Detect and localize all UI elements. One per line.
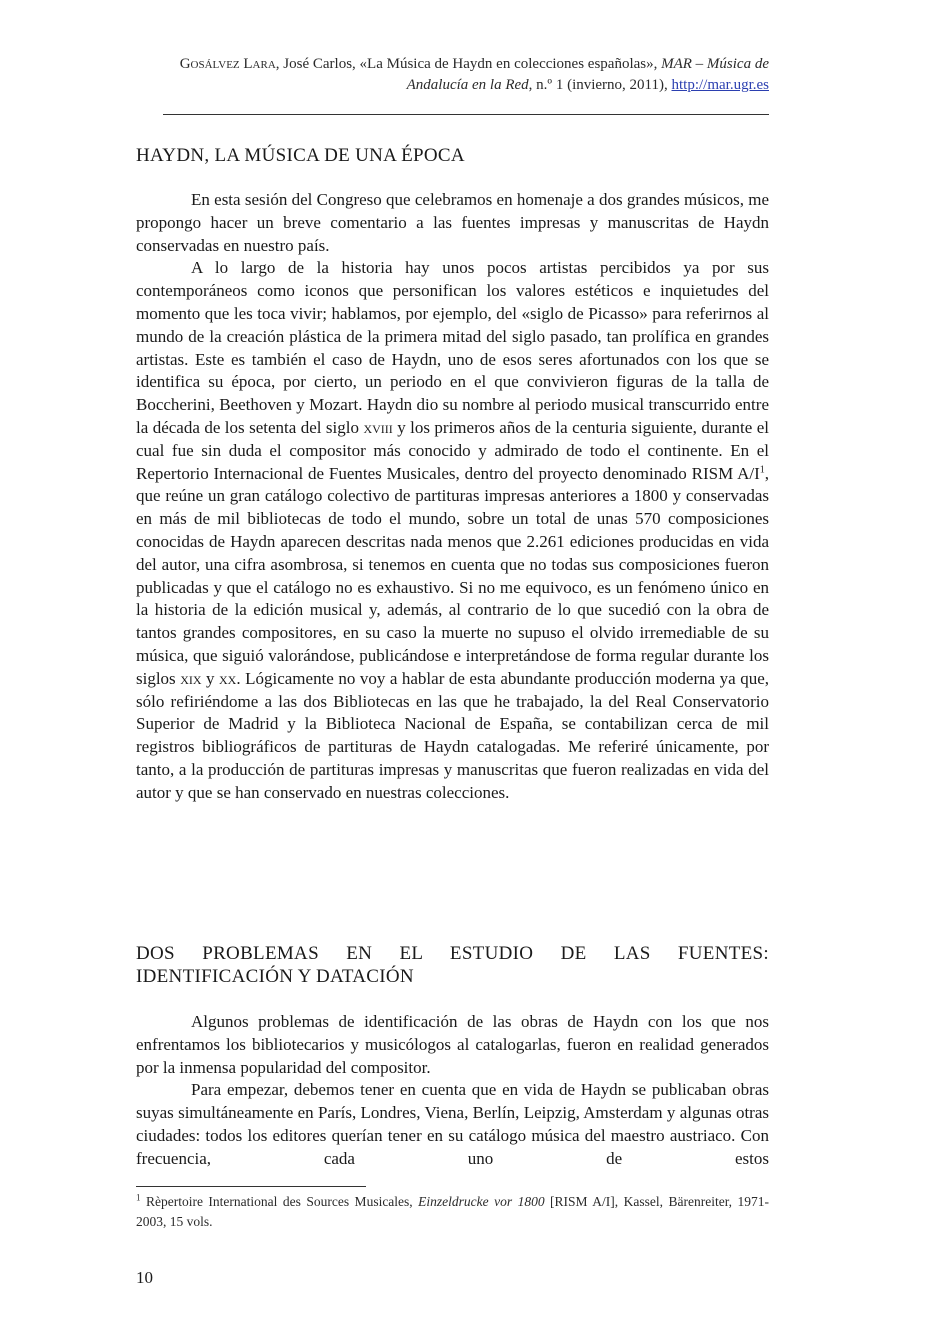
header-url-link[interactable]: http://mar.ugr.es bbox=[671, 77, 769, 93]
header-author-name: , José Carlos, « bbox=[275, 56, 368, 72]
section-heading-2: DOS PROBLEMAS EN EL ESTUDIO DE LAS FUENTES: IDENTIFICACIÓN Y DATACIÓN bbox=[136, 943, 769, 987]
paragraph-4: Para empezar, debemos tener en cuenta que en vida de Haydn se publicaban obras suyas simultáneamente en París, Londres, Viena, Berlín, Leipzig, Amsterdam y algunas otras ciudades: todos los editores querían tener en su catálogo música del maestro austriaco. Con frecuencia, cada uno de estos bbox=[136, 1080, 769, 1168]
century-xix: xix bbox=[180, 668, 202, 688]
header-article-title: La Música de Haydn en colecciones españolas bbox=[367, 56, 647, 72]
footnote-title: Einzeldrucke vor 1800 bbox=[418, 1194, 545, 1209]
paragraph-2-part-a: A lo largo de la historia hay unos pocos artistas percibidos ya por sus contemporáneos como iconos que personifican los valores estéticos e inquietudes del momento que les toca vivir; hablamos, por ejemplo, del «siglo de Picasso» para referirnos al mundo de la creación plástica de la primera mitad del siglo pasado, tan prolífica en grandes artistas. Este es también el caso de Haydn, uno de esos seres afortunados con los que se identifica su época, por cierto, un periodo en el que convivieron figuras de la talla de Boccherini, Beethoven y Mozart. Haydn dio su nombre al periodo musical transcurrido entre la década de los setenta del siglo bbox=[136, 258, 769, 437]
page-number: 10 bbox=[136, 1268, 153, 1287]
footnote-mark: 1 bbox=[136, 1192, 141, 1203]
paragraph-2-part-c: , que reúne un gran catálogo colectivo de partituras impresas anteriores a 1800 y conservadas en más de mil bibliotecas de todo el mundo, sobre un total de unas 570 composiciones conocidas de Haydn aparecen descritas nada menos que 2.261 ediciones producidas en vida del autor, una cifra asombrosa, si tenemos en cuenta que no todas sus composiciones fueron publicadas y que el catálogo no es exhaustivo. Si no me equivoco, es un fenómeno único en la historia de la edición musical y, además, al contrario de lo que sucedió con la obra de tantos grandes compositores, en su caso la muerte no supuso el olvido irremediable de su música, que siguió valorándose, publicándose e interpretándose de forma regular durante los siglos bbox=[136, 463, 769, 688]
footnote bbox=[136, 1192, 769, 1232]
section-1-body bbox=[136, 189, 769, 805]
section-heading-1: HAYDN, LA MÚSICA DE UNA ÉPOCA bbox=[136, 145, 465, 166]
header-author-surname: Gosálvez Lara bbox=[179, 56, 276, 72]
header-rule bbox=[163, 114, 769, 115]
footnote-text-b: [RISM A/I], Kassel, Bärenreiter, 1971-2003, 15 vols. bbox=[136, 1194, 769, 1229]
paragraph-3: Algunos problemas de identificación de las obras de Haydn con los que nos enfrentamos los bibliotecarios y musicólogos al catalogarlas, fueron en realidad generados por la inmensa popularidad del compositor. bbox=[136, 1012, 769, 1077]
paragraph-2-part-b: y los primeros años de la centuria siguiente, durante el cual fue sin duda el compositor más conocido y admirado de todo el continente. En el Repertorio Internacional de Fuentes Musicales, dentro del proyecto denominado RISM A/I bbox=[136, 417, 769, 483]
footnote-rule bbox=[136, 1186, 366, 1187]
paragraph-1: En esta sesión del Congreso que celebramos en homenaje a dos grandes músicos, me propongo hacer un breve comentario a las fuentes impresas y manuscritas de Haydn conservadas en nuestro país. bbox=[136, 190, 769, 255]
header-issue: , n.º 1 (invierno, 2011), bbox=[528, 77, 672, 93]
header-journal: MAR – Música de Andalucía en la Red bbox=[406, 56, 769, 93]
running-header bbox=[136, 54, 769, 96]
footnote-text-a: Rèpertoire International des Sources Musicales, bbox=[140, 1194, 419, 1209]
paragraph-2 bbox=[136, 257, 769, 804]
footnote-reference[interactable]: 1 bbox=[759, 463, 765, 475]
century-xx: xx bbox=[219, 668, 237, 688]
paragraph-2-part-d: . Lógicamente no voy a hablar de esta abundante producción moderna ya que, sólo refiriéndome a las dos Bibliotecas en las que he trabajado, la del Real Conservatorio Superior de Madrid y la Biblioteca Nacional de España, se contabilizan cerca de mil registros bibliográficos de partituras de Haydn catalogadas. Me referiré únicamente, por tanto, a la producción de partituras impresas y manuscritas que fueron realizadas en vida del autor y que se han conservado en nuestras colecciones. bbox=[136, 668, 769, 802]
section-2-body bbox=[136, 1011, 769, 1171]
conjunction: y bbox=[201, 668, 220, 688]
header-punct: », bbox=[646, 56, 662, 72]
century-xviii: xviii bbox=[363, 417, 393, 437]
